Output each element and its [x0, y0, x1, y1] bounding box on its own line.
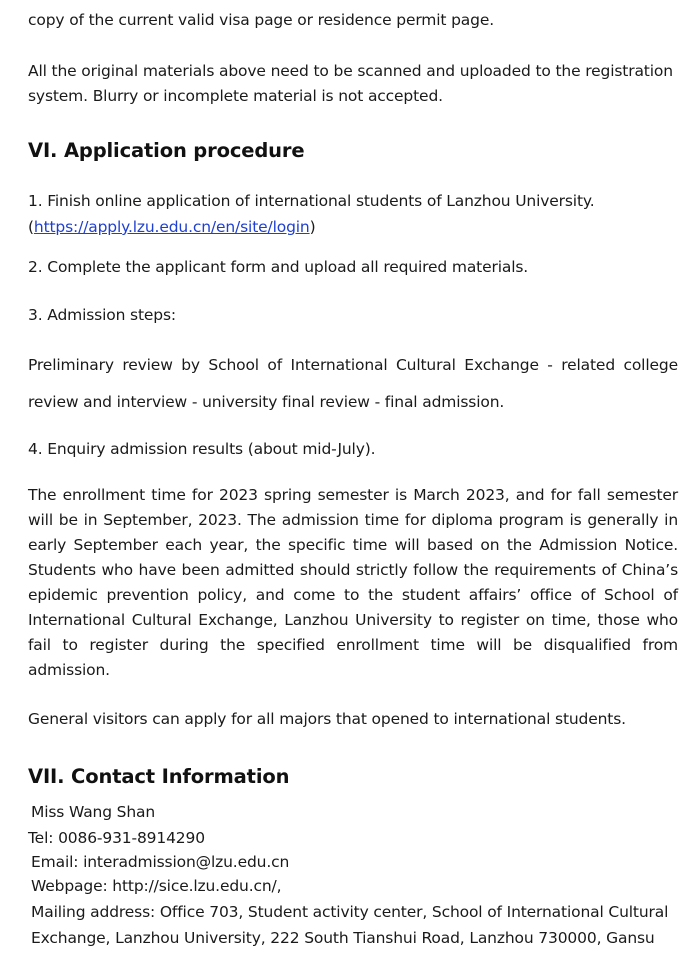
step-2-text: 2. Complete the applicant form and upload all required materials. — [28, 258, 529, 276]
admission-steps-detail-line-1 — [28, 355, 678, 375]
contact-email: Email: interadmission@lzu.edu.cn — [31, 853, 290, 871]
enrollment-line-5: epidemic prevention policy, and come to the student affairs’ office of School of — [28, 586, 678, 604]
contact-tel: Tel: 0086-931-8914290 — [28, 829, 205, 847]
link-paren-open: ( — [28, 218, 34, 236]
general-visitors-note: General visitors can apply for all majors that opened to international students. — [28, 710, 626, 728]
section-heading-application-procedure: VI. Application procedure — [28, 139, 305, 162]
admission-steps-detail-line-2: review and interview - university final review - final admission. — [28, 393, 505, 411]
admission-steps-detail-text-1: Preliminary review by School of International Cultural Exchange - related college — [28, 356, 678, 374]
step-1-text: 1. Finish online application of international students of Lanzhou University. — [28, 192, 595, 210]
contact-address-line-2: Exchange, Lanzhou University, 222 South Tianshui Road, Lanzhou 730000, Gansu — [31, 929, 655, 947]
contact-address-line-1: Mailing address: Office 703, Student activity center, School of International Cultural — [31, 903, 669, 921]
section-heading-contact-information: VII. Contact Information — [28, 765, 290, 788]
link-paren-close: ) — [309, 218, 316, 236]
enrollment-line-3: early September each year, the specific time will based on the Admission Notice. — [28, 536, 678, 554]
step-1-link-line — [28, 217, 316, 237]
enrollment-line-7: fail to register during the specified enrollment time will be disqualified from — [28, 636, 678, 654]
enrollment-line-8: admission. — [28, 661, 110, 679]
enrollment-line-6: International Cultural Exchange, Lanzhou University to register on time, those who — [28, 611, 678, 629]
scan-requirement-line-1: All the original materials above need to be scanned and uploaded to the registration — [28, 62, 673, 80]
enrollment-line-2: will be in September, 2023. The admission time for diploma program is generally in — [28, 511, 678, 529]
scan-requirement-line-2: system. Blurry or incomplete material is not accepted. — [28, 87, 443, 105]
step-3-text: 3. Admission steps: — [28, 306, 176, 324]
contact-name: Miss Wang Shan — [31, 803, 156, 821]
enrollment-line-4: Students who have been admitted should strictly follow the requirements of China’s — [28, 561, 678, 579]
visa-requirement-line: copy of the current valid visa page or residence permit page. — [28, 11, 494, 29]
application-portal-link[interactable]: https://apply.lzu.edu.cn/en/site/login — [33, 218, 310, 236]
step-4-text: 4. Enquiry admission results (about mid-July). — [28, 440, 376, 458]
enrollment-line-1: The enrollment time for 2023 spring semester is March 2023, and for fall semester — [28, 486, 678, 504]
contact-webpage: Webpage: http://sice.lzu.edu.cn/, — [31, 877, 282, 895]
